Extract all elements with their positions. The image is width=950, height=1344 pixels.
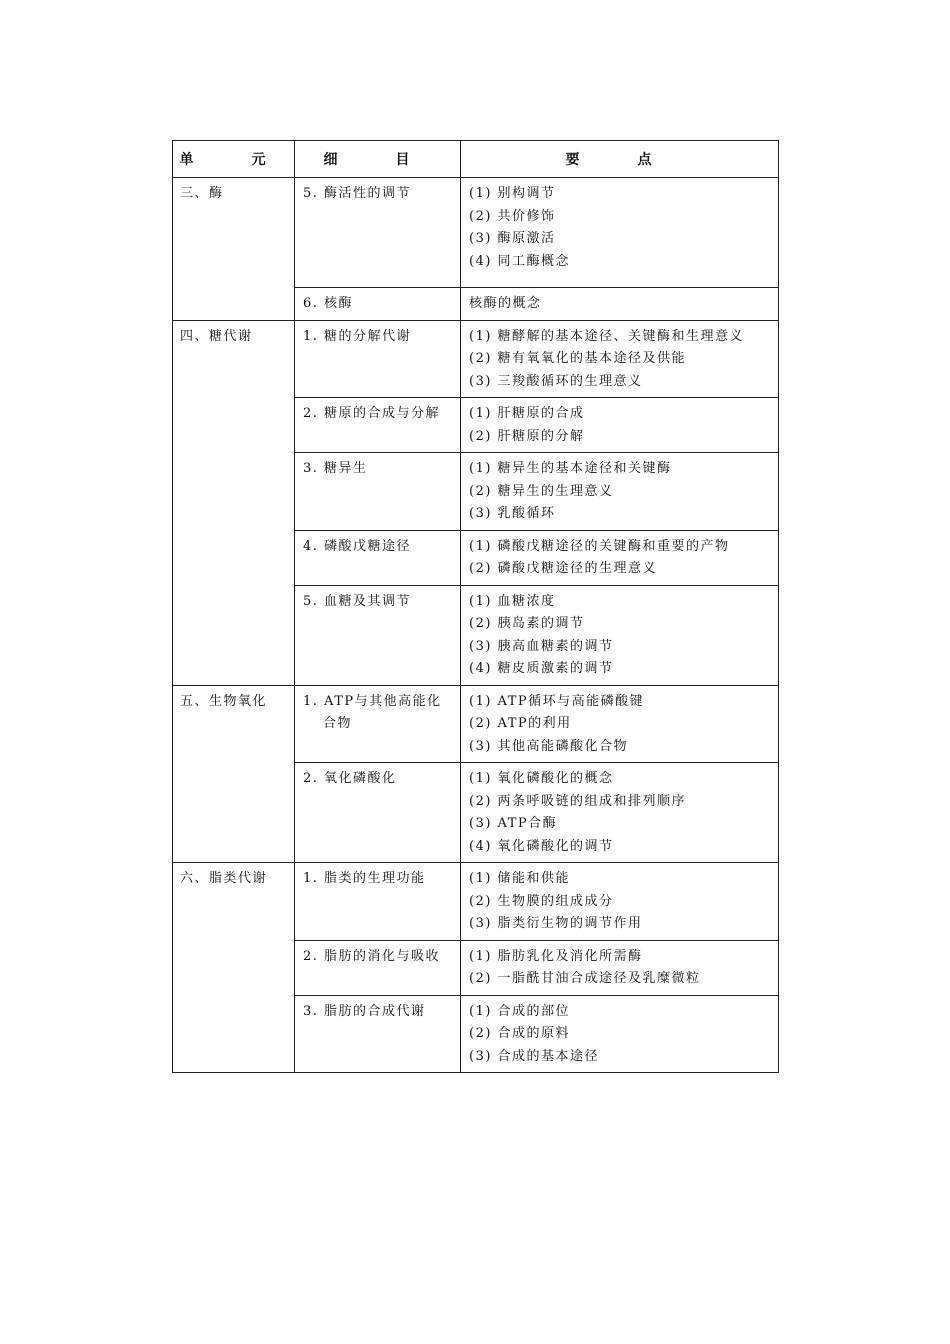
point-line: (4) 糖皮质激素的调节	[469, 661, 614, 676]
header-points: 要 点	[461, 141, 779, 178]
item-cell	[295, 940, 461, 995]
points-cell	[461, 763, 779, 863]
point-line: (2) 两条呼吸链的组成和排列顺序	[469, 793, 687, 809]
point-line: (2) 磷酸戊糖途径的生理意义	[469, 561, 658, 576]
point-line: (3) 酶原激活	[469, 231, 556, 246]
header-unit: 单 元	[173, 141, 295, 178]
item-cell	[295, 530, 461, 585]
point-line: (2) ATP的利用	[469, 716, 572, 731]
item-text: 2. 糖原的合成与分解	[303, 406, 441, 421]
points-cell	[461, 178, 779, 288]
point-line: (1) 别构调节	[469, 186, 556, 201]
points-cell	[461, 585, 779, 685]
point-line: (1) 糖异生的基本途径和关键酶	[469, 461, 672, 476]
point-line: (1) 磷酸戊糖途径的关键酶和重要的产物	[469, 538, 730, 554]
point-line: (1) 脂肪乳化及消化所需酶	[469, 948, 643, 964]
points-cell	[461, 320, 779, 398]
point-line: (3) 三羧酸循环的生理意义	[469, 373, 643, 389]
unit-cell-lipid: 六、脂类代谢	[173, 863, 295, 1073]
point-line: (2) 肝糖原的分解	[469, 428, 585, 444]
points-cell	[461, 453, 779, 531]
point-line: (3) 胰高血糖素的调节	[469, 638, 614, 654]
item-cell	[295, 320, 461, 398]
point-line: (2) 一脂酰甘油合成途径及乳糜微粒	[469, 971, 701, 986]
point-line: (1) ATP循环与高能磷酸键	[469, 693, 645, 709]
item-text: 6. 核酶	[303, 296, 354, 311]
point-line: (2) 共价修饰	[469, 208, 556, 224]
point-line: (2) 糖有氧氧化的基本途径及供能	[469, 351, 687, 366]
point-line: (3) 乳酸循环	[469, 506, 556, 521]
point-line: (2) 胰岛素的调节	[469, 616, 585, 631]
item-cell	[295, 763, 461, 863]
point-line: (2) 合成的原料	[469, 1026, 571, 1041]
point-line: 核酶的概念	[469, 296, 542, 311]
point-line: (1) 糖酵解的基本途径、关键酶和生理意义	[469, 328, 745, 344]
item-cell	[295, 585, 461, 685]
table-row	[173, 863, 779, 941]
item-cell	[295, 863, 461, 941]
item-text: 5. 血糖及其调节	[303, 593, 412, 609]
item-text: 2. 氧化磷酸化	[303, 771, 397, 786]
item-text: 3. 糖异生	[303, 461, 368, 476]
item-cell	[295, 178, 461, 288]
item-text: 2. 脂肪的消化与吸收	[303, 948, 441, 964]
point-line: (4) 氧化磷酸化的调节	[469, 838, 614, 854]
points-cell	[461, 863, 779, 941]
point-line: (4) 同工酶概念	[469, 253, 571, 269]
table-row	[173, 320, 779, 398]
table-header-row	[173, 141, 779, 178]
item-text: 4. 磷酸戊糖途径	[303, 538, 412, 554]
table-row	[173, 178, 779, 288]
point-line: (1) 氧化磷酸化的概念	[469, 771, 614, 786]
item-text: 1. 糖的分解代谢	[303, 328, 412, 344]
table-row	[173, 685, 779, 763]
point-line: (2) 糖异生的生理意义	[469, 483, 614, 499]
points-cell	[461, 940, 779, 995]
points-cell	[461, 685, 779, 763]
point-line: (1) 储能和供能	[469, 871, 571, 886]
item-cell	[295, 995, 461, 1073]
point-line: (3) 合成的基本途径	[469, 1048, 600, 1064]
unit-cell-carb: 四、糖代谢	[173, 320, 295, 685]
unit-cell-enzyme: 三、酶	[173, 178, 295, 321]
point-line: (3) 其他高能磷酸化合物	[469, 738, 629, 754]
points-cell	[461, 398, 779, 453]
point-line: (1) 肝糖原的合成	[469, 406, 585, 421]
point-line: (1) 血糖浓度	[469, 593, 556, 609]
item-cell	[295, 398, 461, 453]
points-cell	[461, 530, 779, 585]
item-cell	[295, 685, 461, 763]
item-text: 5. 酶活性的调节	[303, 186, 412, 201]
item-cell	[295, 288, 461, 321]
item-text: 1. ATP与其他高能化合物	[303, 693, 442, 731]
point-line: (3) ATP合酶	[469, 816, 558, 831]
points-cell	[461, 995, 779, 1073]
points-cell	[461, 288, 779, 321]
point-line: (2) 生物膜的组成成分	[469, 893, 614, 909]
item-text: 3. 脂肪的合成代谢	[303, 1003, 426, 1019]
unit-cell-oxidation: 五、生物氧化	[173, 685, 295, 863]
point-line: (1) 合成的部位	[469, 1003, 571, 1019]
syllabus-table	[172, 140, 779, 1073]
point-line: (3) 脂类衍生物的调节作用	[469, 916, 643, 931]
item-text: 1. 脂类的生理功能	[303, 871, 426, 886]
item-cell	[295, 453, 461, 531]
header-item: 细 目	[295, 141, 461, 178]
